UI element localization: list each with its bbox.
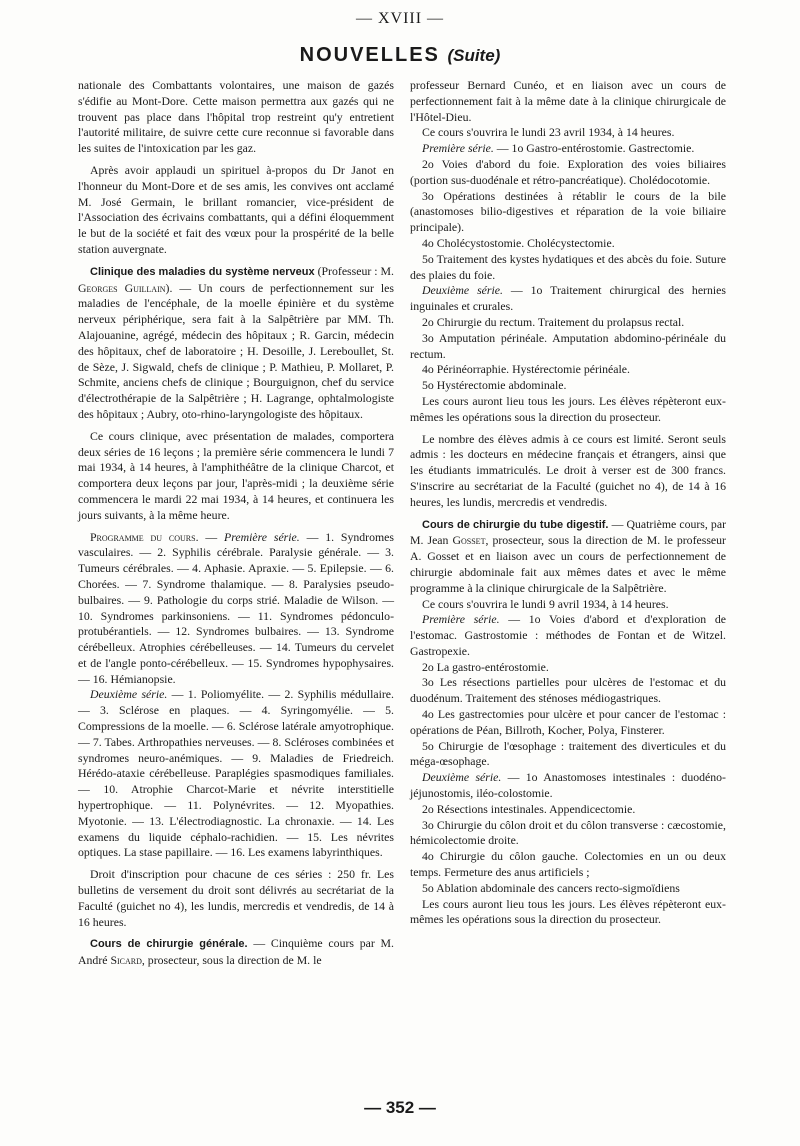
program-second-series [78, 687, 394, 861]
paragraph-tube-digestif [410, 517, 726, 597]
paragraph-heading: Cours de chirurgie du tube digestif. [422, 518, 609, 531]
paragraph-clinique-nerveux [78, 264, 394, 423]
person-name: Gosset [452, 533, 486, 548]
paragraph-text: — Quatrième cours, par M. Jean [410, 516, 726, 548]
left-column [78, 78, 394, 969]
series-item: 4o Périnéorraphie. Hystérectomie périnéale. [422, 362, 630, 377]
paragraph: Ce cours s'ouvrira le lundi 9 avril 1934, à 14 heures. [422, 596, 669, 611]
paragraph: Les cours auront lieu tous les jours. Les élèves répèteront eux-mêmes les opérations sous la direction du prosecteur. [410, 393, 726, 424]
series-label: Deuxième série. [422, 283, 503, 298]
series-item: 5o Chirurgie de l'œsophage : traitement des diverticules et du méga-œsophage. [410, 738, 726, 769]
series-item: 4o Les gastrectomies pour ulcère et pour cancer de l'estomac : opérations de Péan, Billroth, Kocher, Polya, Finsterer. [410, 707, 726, 737]
paragraph: Le nombre des élèves admis à ce cours est limité. Seront seuls admis : les docteurs en médecine français et étrangers, ainsi que les étudiants immatriculés. Le droit à verser est de 300 francs. S'inscrire au secrétariat de la Faculté (guichet no 4), de 14 à 16 heures, les lundis, mercredis et vendredis. [410, 431, 726, 509]
paragraph-text: — Cinquième cours par M. André [78, 936, 395, 968]
paragraph: nationale des Combattants volontaires, une maison de gazés s'édifie au Mont-Dore. Cette maison permettra aux gazés qui ne trouvent pas place dans l'hôpital trop restreint qu'y entretient l'autorité militaire, de suivre cette cure reconnue si favorable dans les suites de l'intoxication par les gaz. [78, 78, 394, 156]
paragraph: Ce cours s'ouvrira le lundi 23 avril 1934, à 14 heures. [422, 125, 675, 140]
series-item [410, 612, 726, 659]
series-item: 3o Les résections partielles pour ulcères de l'estomac et du duodénum. Traitement des sténoses médiogastriques. [410, 675, 726, 706]
paragraph-text: , prosecteur, sous la direction de M. le professeur A. Gosset et en liaison avec un cours de perfectionnement de chirurgie abdominale fait aux mêmes dates et avec le même programme à la clinique chirurgicale de la Salpêtrière. [410, 533, 726, 595]
series-label: Deuxième série. [90, 687, 168, 702]
series-item: 5o Ablation abdominale des cancers recto-sigmoïdiens [422, 880, 680, 895]
series-body: — 1o Voies d'abord et d'exploration de l'estomac. Gastrostomie : méthodes de Fontan et de Witzel. Gastropexie. [410, 612, 726, 658]
series-item: 2o Voies d'abord du foie. Exploration des voies biliaires (portion sus-duodénale et rétro-pancréatique). Cholédocotomie. [410, 156, 726, 187]
series-item: 3o Amputation périnéale. Amputation abdomino-périnéale du rectum. [410, 330, 726, 361]
right-column [410, 78, 726, 928]
series-body: — 1o Gastro-entérostomie. Gastrectomie. [493, 141, 695, 156]
paragraph-text: , prosecteur, sous la direction de M. le [141, 953, 322, 968]
series-item: 5o Traitement des kystes hydatiques et des abcès du foie. Suture des plaies du foie. [410, 251, 726, 282]
program-heading: Programme du cours. [90, 529, 199, 544]
paragraph-chirurgie-generale [78, 936, 394, 969]
section-title-text: NOUVELLES [299, 44, 440, 66]
series-body: — 1o Anastomoses intestinales : duodéno-jéjunostomis, iléo-colostomie. [410, 770, 726, 801]
paragraph-heading: Cours de chirurgie générale. [90, 938, 248, 951]
series-label: Deuxième série. [422, 770, 502, 785]
paragraph-text: ). — Un cours de perfectionnement sur les maladies de l'encéphale, de la moelle épinière et du système nerveux périphérique, sera fait à la Salpêtrière par MM. Th. Alajouanine, agrégé, médecin des hôpitaux ; R. Garcin, médecin des hôpitaux, chef de laboratoire ; H. Desoille, J. Lereboullet, St. de Sèze, J. Sigwald, chefs de clinique ; P. Mathieu, P. Mollaret, P. Schmite, anciens chefs de clinique ; Bourguignon, chef du service d'électrothérapie de la Salpêtrière ; H. Lagrange, ophtalmologiste des hôpitaux ; Aubry, oto-rhino-laryngologiste des hôpitaux. [78, 280, 394, 421]
series-item: 2o La gastro-entérostomie. [422, 659, 549, 674]
page-number: — 352 — [364, 1098, 436, 1117]
program-first-series: Programme du cours. — Première série. — 1. Syndromes vasculaires. — 2. Syphilis cérébrale. Paralysie générale. — 3. Tumeurs cérébrales. — 4. Aphasie. Apraxie. — 5. Epilepsie. — 6. Chorées. — 7. Syndrome thalamique. — 8. Paralysies pseudo-bulbaires. — 9. Pathologie du corps strié. Maladie de Wilson. — 10. Syndromes parkinsoniens. — 11. Syndromes pédonculo-protubérantiels. — 12. Syndromes bulbaires. — 13. Syndrome cérébelleux. Atrophies cérébelleuses. — 14. Tumeurs du cervelet et de l'angle ponto-cérébelleux. — 15. Syndromes hypophysaires. — 16. Hémianopsie. [78, 529, 394, 686]
paragraph: Droit d'inscription pour chacune de ces séries : 250 fr. Les bulletins de versement du droit sont délivrés au secrétariat de la Faculté (guichet no 4), les lundis, mercredis et vendredis, de 14 à 16 heures. [78, 867, 394, 929]
series-item [410, 141, 726, 157]
series-item: 4o Cholécystostomie. Cholécystectomie. [422, 235, 615, 250]
person-name: Georges Guillain [78, 280, 166, 295]
section-title-suite: (Suite) [447, 46, 501, 65]
series-item: 2o Chirurgie du rectum. Traitement du prolapsus rectal. [422, 314, 685, 329]
series-body: — 1. Poliomyélite. — 2. Syphilis médullaire. — 3. Sclérose en plaques. — 4. Syringomyélie. — 5. Compressions de la moelle. — 6. Sclérose latérale amyotrophique. — 7. Tabes. Arthropathies nerveuses. — 8. Scléroses combinées et syndromes neuro-anémiques. — 9. Maladies de Friedreich. Hérédo-ataxie cérébelleuse. Paraplégies spasmodiques familiales. — 10. Atrophie Charcot-Marie et névrite interstitielle hypertrophique. — 11. Polynévrites. — 12. Myopathies. Myotonie. — 13. L'électrodiagnostic. La chronaxie. — 14. Les examens du liquide céphalo-rachidien. — 15. Les névrites optiques. La stase papillaire. — 16. Les examens labyrinthiques. [78, 687, 394, 860]
series-item: 3o Opérations destinées à rétablir le cours de la bile (anastomoses bilio-digestives et réparation de la voie biliaire principale). [410, 188, 726, 235]
paragraph: professeur Bernard Cunéo, et en liaison avec un cours de perfectionnement fait à la même date à la clinique chirurgicale de l'Hôtel-Dieu. [410, 78, 726, 124]
paragraph-heading: Clinique des maladies du système nerveux [90, 265, 315, 278]
paragraph: Ce cours clinique, avec présentation de malades, comportera deux séries de 16 leçons ; la première série commencera le lundi 7 mai 1934, à 14 heures, à l'amphithéâtre de la clinique Charcot, et comportera deux leçons par jour, l'après-midi ; la deuxième série commencera le mardi 22 mai 1934, à 14 heures, et continuera les jours suivants, à la même heure. [78, 428, 394, 522]
series-body: — 1. Syndromes vasculaires. — 2. Syphilis cérébrale. Paralysie générale. — 3. Tumeurs cérébrales. — 4. Aphasie. Apraxie. — 5. Epilepsie. — 6. Chorées. — 7. Syndrome thalamique. — 8. Paralysies pseudo-bulbaires. — 9. Pathologie du corps strié. Maladie de Wilson. — 10. Syndromes parkinsoniens. — 11. Syndromes pédonculo-protubérantiels. — 12. Syndromes bulbaires. — 13. Syndrome cérébelleux. Atrophies cérébelleuses. — 14. Tumeurs du cervelet et de l'angle ponto-cérébelleux. — 15. Syndromes hypophysaires. — 16. Hémianopsie. [78, 529, 394, 686]
series-body: — 1o Traitement chirurgical des hernies inguinales et crurales. [410, 283, 726, 314]
series-item: 4o Chirurgie du côlon gauche. Colectomies en un ou deux temps. Fermeture des anus artificiels ; [410, 849, 726, 880]
section-title [0, 44, 800, 67]
series-label: Première série. [422, 612, 500, 627]
series-item: 2o Résections intestinales. Appendicectomie. [422, 801, 636, 816]
person-name: Sicard [110, 953, 142, 968]
series-item: 5o Hystérectomie abdominale. [422, 378, 567, 393]
series-label: Première série. [422, 141, 494, 156]
series-item [410, 283, 726, 315]
paragraph: Les cours auront lieu tous les jours. Les élèves répèteront eux-mêmes les opérations sous la direction du prosecteur. [410, 896, 726, 927]
series-label: Première série. [224, 529, 300, 544]
paragraph-text: (Professeur : M. [314, 263, 394, 278]
paragraph: Après avoir applaudi un spirituel à-propos du Dr Janot en l'honneur du Mont-Dore et de ses amis, les convives ont acclamé M. José Germain, le brillant romancier, vice-président de l'Association des écrivains combattants, qui a défini éloquemment le but de la société et fait des vœux pour la prospérité de la belle station auvergnate. [78, 162, 394, 256]
series-item [410, 770, 726, 802]
series-item: 3o Chirurgie du côlon droit et du côlon transverse : cæcostomie, hémicolectomie droite. [410, 817, 726, 848]
roman-page-number: — XVIII — [355, 10, 445, 27]
